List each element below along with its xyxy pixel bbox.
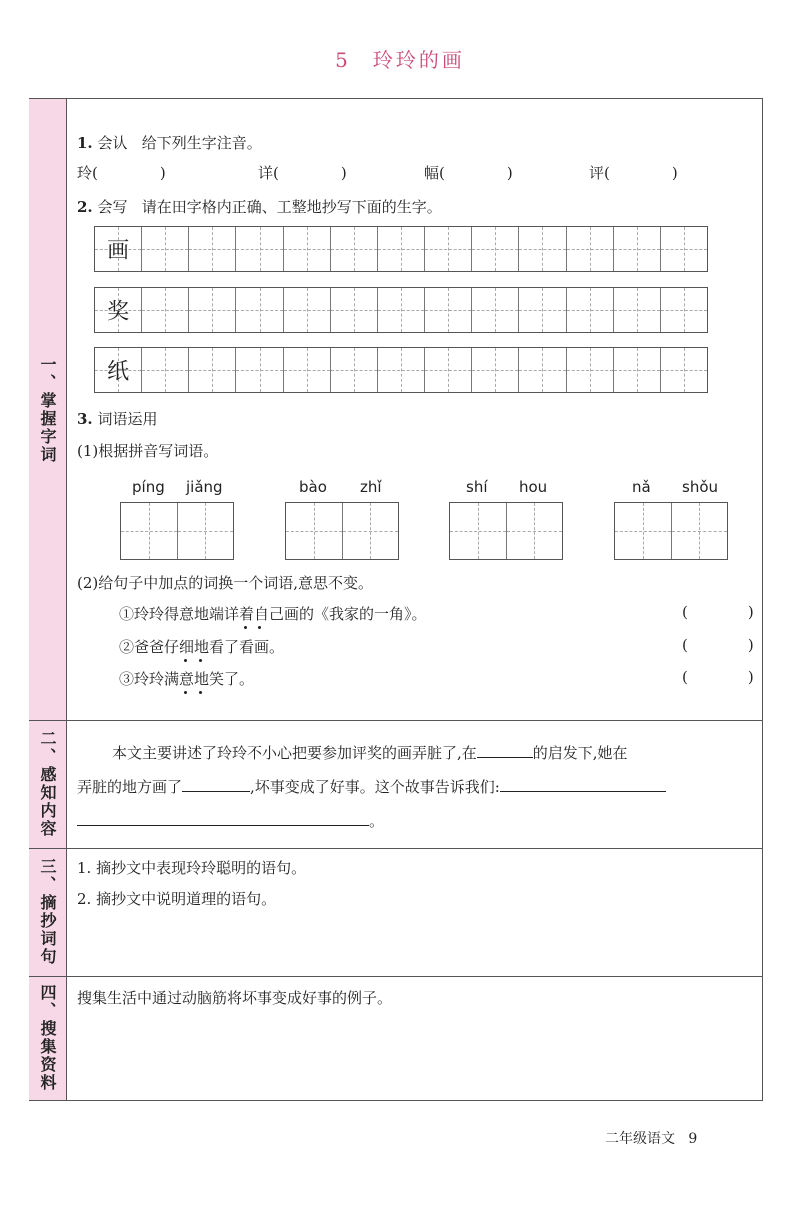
section-3-sidebar	[29, 848, 67, 976]
model-char: 奖	[107, 299, 130, 325]
blank-lesson-start[interactable]	[500, 777, 666, 792]
emphasis-dot	[244, 626, 247, 629]
pinyin-answer-box-1[interactable]	[120, 502, 234, 560]
footer	[605, 1128, 697, 1148]
pinyin: zhǐ	[360, 478, 382, 496]
q2-heading: 2. 会写 请在田字格内正确、工整地抄写下面的生字。	[77, 198, 442, 216]
page-number: 9	[688, 1131, 698, 1147]
q3-heading: 3. 词语运用	[77, 410, 158, 428]
q1-item-ling[interactable]: 玲( )	[77, 164, 166, 182]
section-divider	[29, 976, 763, 977]
collect-task: 搜集生活中通过动脑筋将坏事变成好事的例子。	[77, 989, 393, 1007]
section-1-sidebar	[29, 99, 67, 720]
q1-item-fu[interactable]: 幅( )	[424, 164, 513, 182]
sentence-1: ①玲玲得意地端详着自己画的《我家的一角》。	[119, 605, 427, 623]
section-2-sidebar	[29, 720, 67, 848]
section-divider	[29, 848, 763, 849]
writing-grid-row-1[interactable]	[94, 226, 708, 272]
q1-item-ping[interactable]: 评( )	[589, 164, 678, 182]
emphasis-dot	[199, 691, 202, 694]
writing-grid-row-2[interactable]	[94, 287, 708, 333]
copy-task-1: 1. 摘抄文中表现玲玲聪明的语句。	[77, 859, 307, 877]
answer-paren-2[interactable]: ( )	[682, 636, 754, 654]
summary-line-3: 。	[77, 810, 384, 831]
answer-paren-1[interactable]: ( )	[682, 603, 754, 621]
emphasis-dot	[184, 691, 187, 694]
blank-inspirer[interactable]	[477, 743, 533, 758]
pinyin: jiǎng	[186, 478, 223, 496]
pinyin-answer-box-4[interactable]	[614, 502, 728, 560]
pinyin: nǎ	[632, 478, 651, 496]
answer-paren-3[interactable]: ( )	[682, 668, 754, 686]
pinyin: shǒu	[682, 478, 719, 496]
pinyin-answer-box-2[interactable]	[285, 502, 399, 560]
emphasis-dot	[258, 626, 261, 629]
emphasis-dot	[199, 659, 202, 662]
pinyin-answer-box-3[interactable]	[449, 502, 563, 560]
blank-lesson-end[interactable]	[77, 811, 369, 826]
pinyin: hou	[519, 478, 548, 496]
model-char: 画	[107, 238, 130, 264]
lesson-number: 5	[335, 48, 351, 72]
pinyin: shí	[466, 478, 488, 496]
blank-drawn-object[interactable]	[182, 777, 250, 792]
pinyin: bào	[299, 478, 327, 496]
lesson-title: 玲玲的画	[372, 48, 465, 72]
copy-task-2: 2. 摘抄文中说明道理的语句。	[77, 890, 277, 908]
section-1-label: 一、掌握字词	[38, 355, 57, 464]
q1-item-xiang[interactable]: 详( )	[258, 164, 347, 182]
section-4-label: 四、搜集资料	[38, 984, 57, 1092]
sentence-2: ②爸爸仔细地看了看画。	[119, 638, 285, 656]
writing-grid-row-3[interactable]	[94, 347, 708, 393]
section-4-sidebar	[29, 976, 67, 1100]
section-divider	[29, 720, 763, 721]
footer-subject: 二年级语文	[605, 1131, 675, 1147]
q3-sub2: (2)给句子中加点的词换一个词语,意思不变。	[77, 574, 374, 592]
section-2-label: 二、感知内容	[38, 730, 57, 838]
page-title	[0, 44, 800, 73]
q1-heading: 1. 会认 给下列生字注音。	[77, 134, 262, 152]
q3-sub1: (1)根据拼音写词语。	[77, 442, 219, 460]
pinyin: píng	[132, 478, 165, 496]
emphasis-dot	[184, 659, 187, 662]
summary-line-1: 本文主要讲述了玲玲不小心把要参加评奖的画弄脏了,在 的启发下,她在	[112, 744, 628, 762]
section-3-label: 三、摘抄词句	[38, 858, 57, 966]
summary-line-2: 弄脏的地方画了 ,坏事变成了好事。这个故事告诉我们:	[77, 776, 666, 797]
sentence-3: ③玲玲满意地笑了。	[119, 670, 255, 688]
model-char: 纸	[107, 359, 130, 385]
